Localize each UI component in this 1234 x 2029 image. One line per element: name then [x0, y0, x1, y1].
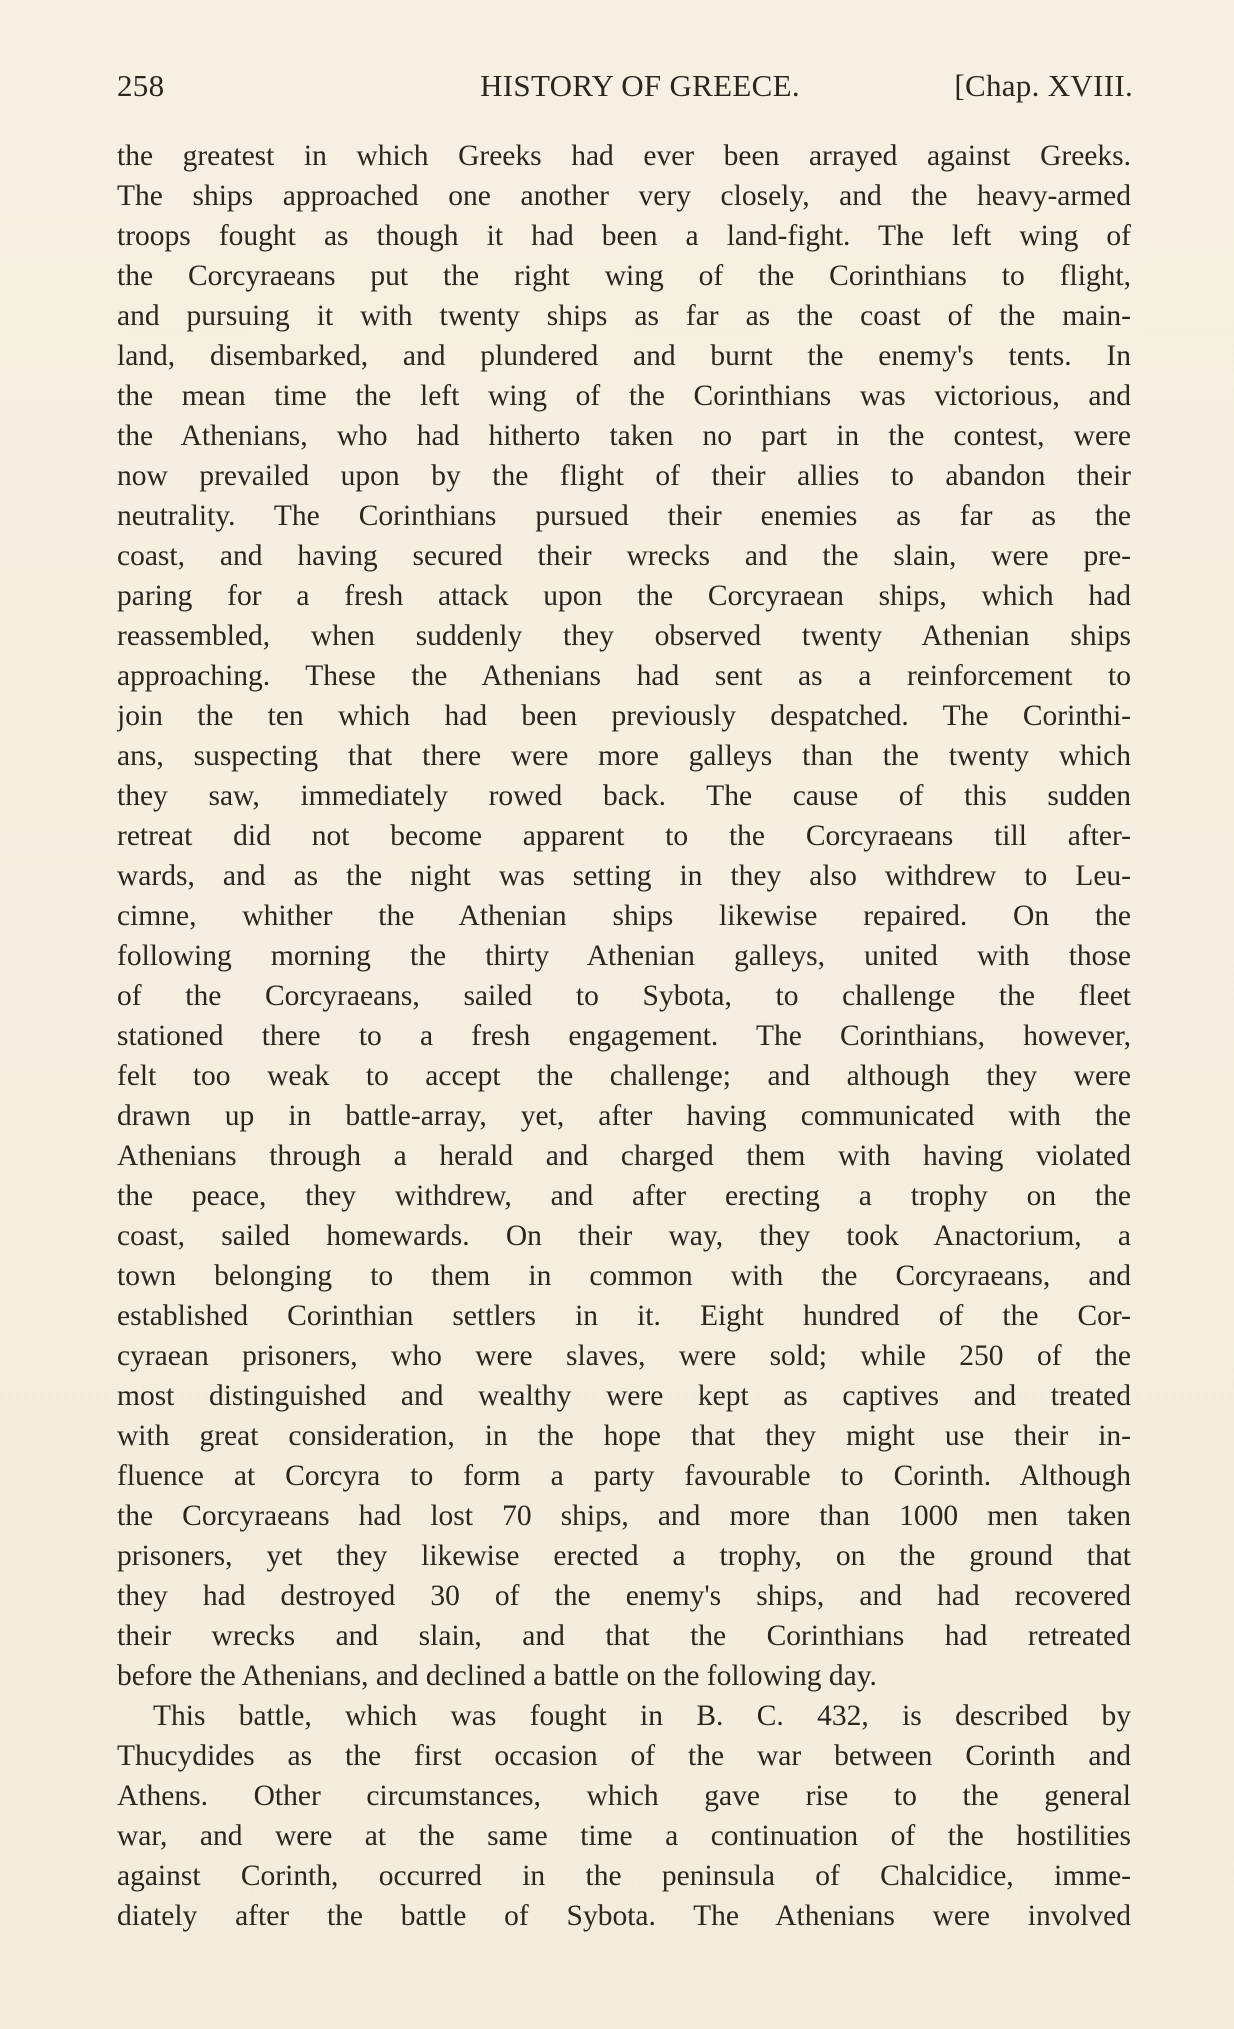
- text-line-34: fluence at Corcyra to form a party favourable to Corinth. Although: [117, 1460, 1131, 1492]
- text-line-42: Athens. Other circumstances, which gave rise to the general: [117, 1780, 1131, 1812]
- text-line-29: town belonging to them in common with the Corcyraeans, and: [117, 1260, 1131, 1292]
- text-line-35: the Corcyraeans had lost 70 ships, and more than 1000 men taken: [117, 1500, 1131, 1532]
- text-line-4: the Corcyraeans put the right wing of the Corinthians to flight,: [117, 260, 1131, 292]
- text-line-15: join the ten which had been previously despatched. The Corinthi-: [117, 700, 1131, 732]
- text-line-37: they had destroyed 30 of the enemy's ships, and had recovered: [117, 1580, 1131, 1612]
- text-line-6: land, disembarked, and plundered and burnt the enemy's tents. In: [117, 340, 1131, 372]
- text-line-3: troops fought as though it had been a land-fight. The left wing of: [117, 220, 1131, 252]
- text-line-8: the Athenians, who had hitherto taken no part in the contest, were: [117, 420, 1131, 452]
- text-line-24: felt too weak to accept the challenge; and although they were: [117, 1060, 1131, 1092]
- text-line-13: reassembled, when suddenly they observed twenty Athenian ships: [117, 620, 1131, 652]
- text-line-28: coast, sailed homewards. On their way, they took Anactorium, a: [117, 1220, 1131, 1252]
- text-line-16: ans, suspecting that there were more galleys than the twenty which: [117, 740, 1131, 772]
- text-line-7: the mean time the left wing of the Corinthians was victorious, and: [117, 380, 1131, 412]
- text-line-17: they saw, immediately rowed back. The cause of this sudden: [117, 780, 1131, 812]
- text-line-20: cimne, whither the Athenian ships likewise repaired. On the: [117, 900, 1131, 932]
- text-line-14: approaching. These the Athenians had sent as a reinforcement to: [117, 660, 1131, 692]
- text-line-9: now prevailed upon by the flight of their allies to abandon their: [117, 460, 1131, 492]
- text-line-33: with great consideration, in the hope that they might use their in-: [117, 1420, 1131, 1452]
- text-line-1: the greatest in which Greeks had ever been arrayed against Greeks.: [117, 140, 1131, 172]
- text-line-44: against Corinth, occurred in the peninsula of Chalcidice, imme-: [117, 1860, 1131, 1892]
- body-text: [117, 136, 1131, 1936]
- text-line-19: wards, and as the night was setting in they also withdrew to Leu-: [117, 860, 1131, 892]
- text-line-18: retreat did not become apparent to the Corcyraeans till after-: [117, 820, 1131, 852]
- text-line-31: cyraean prisoners, who were slaves, were sold; while 250 of the: [117, 1340, 1131, 1372]
- text-line-40: This battle, which was fought in B. C. 432, is described by: [153, 1700, 1131, 1732]
- text-line-39: before the Athenians, and declined a battle on the following day.: [117, 1660, 877, 1692]
- chapter-label: [Chap. XVIII.: [954, 68, 1133, 103]
- text-line-21: following morning the thirty Athenian galleys, united with those: [117, 940, 1131, 972]
- text-line-25: drawn up in battle-array, yet, after having communicated with the: [117, 1100, 1131, 1132]
- text-line-22: of the Corcyraeans, sailed to Sybota, to challenge the fleet: [117, 980, 1131, 1012]
- running-head: [117, 66, 1133, 106]
- text-line-32: most distinguished and wealthy were kept as captives and treated: [117, 1380, 1131, 1412]
- text-line-26: Athenians through a herald and charged them with having violated: [117, 1140, 1131, 1172]
- text-line-38: their wrecks and slain, and that the Corinthians had retreated: [117, 1620, 1131, 1652]
- text-line-30: established Corinthian settlers in it. Eight hundred of the Cor-: [117, 1300, 1131, 1332]
- text-line-2: The ships approached one another very closely, and the heavy-armed: [117, 180, 1131, 212]
- text-line-41: Thucydides as the first occasion of the war between Corinth and: [117, 1740, 1131, 1772]
- page-number: 258: [117, 68, 165, 103]
- text-line-10: neutrality. The Corinthians pursued their enemies as far as the: [117, 500, 1131, 532]
- text-line-23: stationed there to a fresh engagement. The Corinthians, however,: [117, 1020, 1131, 1052]
- text-line-45: diately after the battle of Sybota. The Athenians were involved: [117, 1900, 1131, 1932]
- text-line-36: prisoners, yet they likewise erected a trophy, on the ground that: [117, 1540, 1131, 1572]
- text-line-12: paring for a fresh attack upon the Corcyraean ships, which had: [117, 580, 1131, 612]
- text-line-11: coast, and having secured their wrecks and the slain, were pre-: [117, 540, 1131, 572]
- text-line-5: and pursuing it with twenty ships as far as the coast of the main-: [117, 300, 1131, 332]
- text-line-27: the peace, they withdrew, and after erecting a trophy on the: [117, 1180, 1131, 1212]
- book-title: HISTORY OF GREECE.: [480, 68, 800, 103]
- text-line-43: war, and were at the same time a continuation of the hostilities: [117, 1820, 1131, 1852]
